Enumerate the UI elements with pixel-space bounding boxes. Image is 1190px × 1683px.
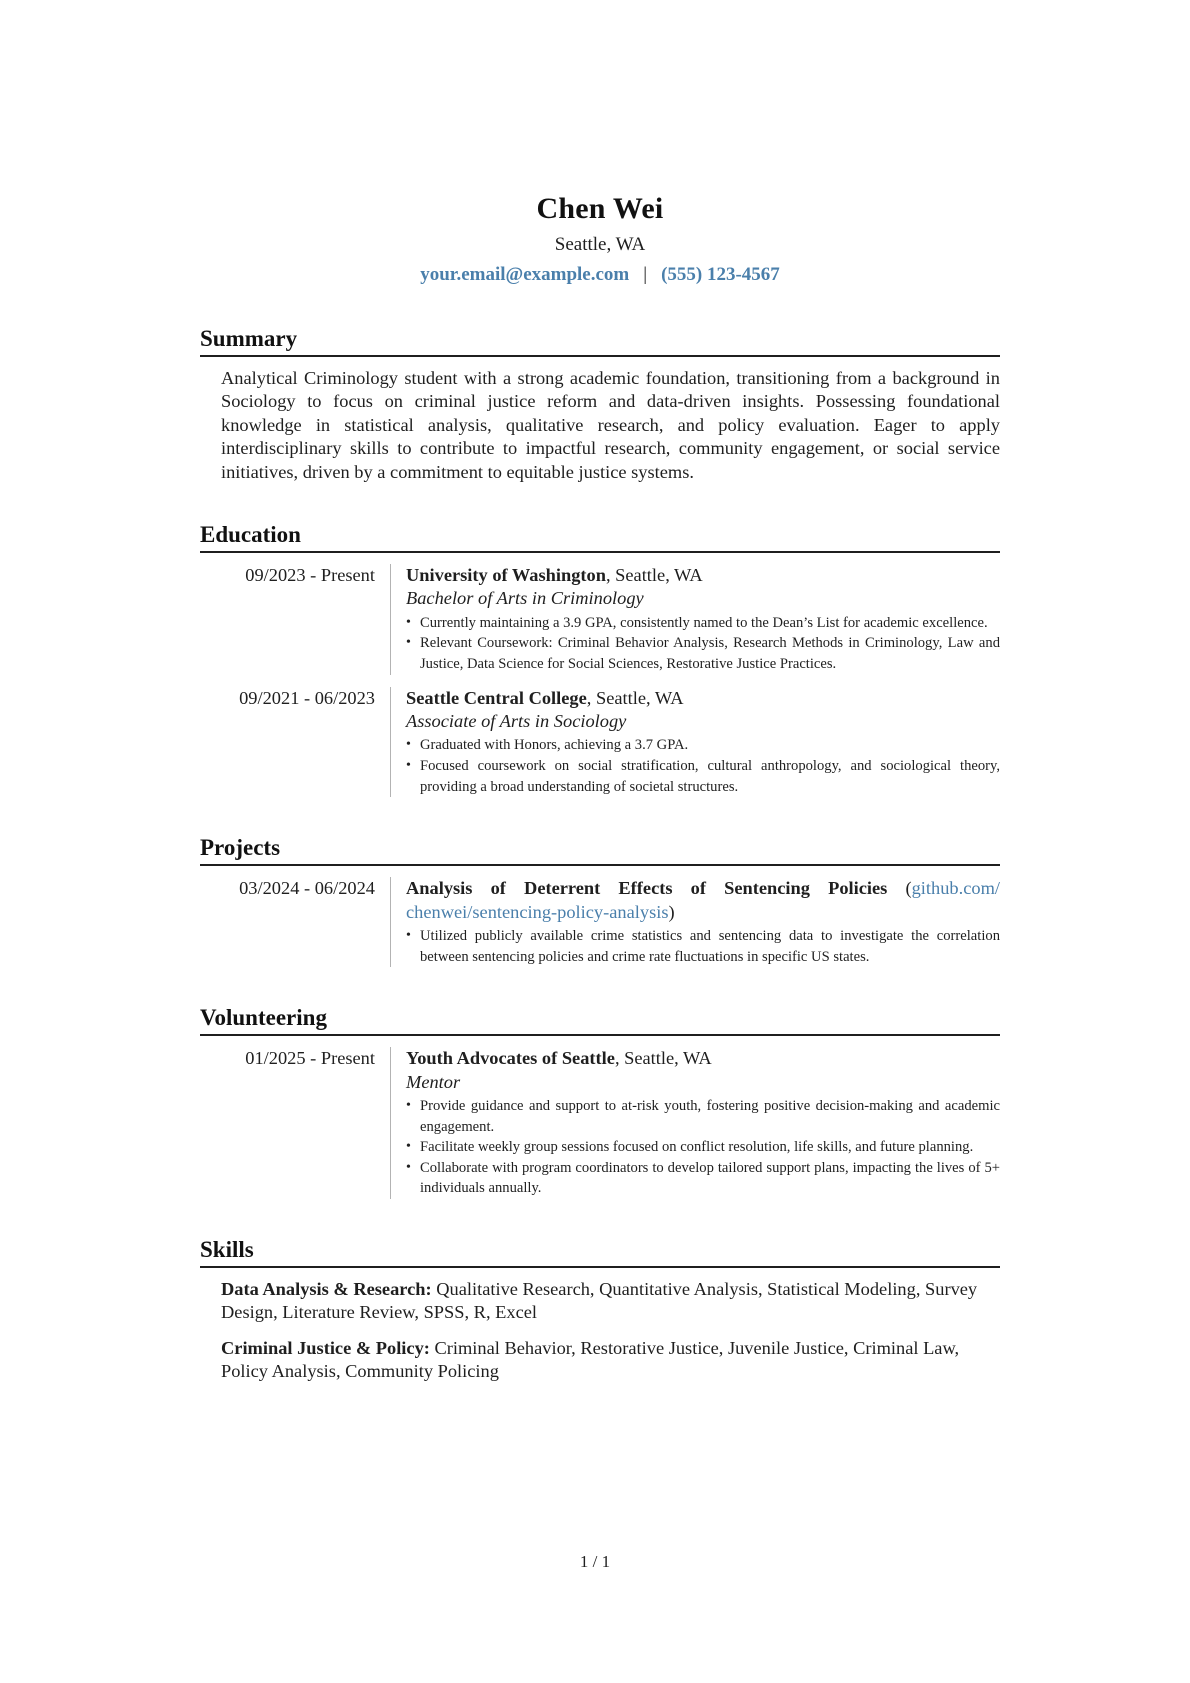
bullet-list bbox=[406, 613, 1000, 675]
candidate-location: Seattle, WA bbox=[554, 234, 646, 255]
skill-row bbox=[221, 1337, 1000, 1384]
contact-separator: | bbox=[643, 264, 648, 285]
bullet-item: • Collaborate with program coordinators to develop tailored support plans, impacting the lives of 5+ individuals annually. bbox=[406, 1158, 1000, 1199]
organization-location: , Seattle, WA bbox=[614, 1048, 712, 1069]
summary-heading: Summary bbox=[200, 324, 1000, 357]
project-entry bbox=[200, 877, 1000, 967]
candidate-name: Chen Wei bbox=[536, 192, 664, 225]
skill-row bbox=[221, 1278, 1000, 1325]
bullet-list bbox=[406, 1096, 1000, 1199]
entry-title bbox=[406, 687, 1000, 710]
entry-date: 09/2021 - 06/2023 bbox=[200, 687, 391, 798]
entry-body bbox=[391, 1047, 1000, 1199]
phone-link[interactable]: (555) 123-4567 bbox=[661, 264, 780, 285]
skill-values: Criminal Behavior, Restorative Justice, Juvenile Justice, Criminal Law, Policy Analysis, Community Policing bbox=[221, 1337, 960, 1382]
bullet-item: • Relevant Coursework: Criminal Behavior Analysis, Research Methods in Criminology, Law and Justice, Data Science for Social Sciences, Restorative Justice Practices. bbox=[406, 633, 1000, 674]
bullet-item: • Focused coursework on social stratification, cultural anthropology, and sociological theory, providing a broad understanding of societal structures. bbox=[406, 756, 1000, 797]
bullet-item: • Utilized publicly available crime statistics and sentencing data to investigate the correlation between sentencing policies and crime rate fluctuations in specific US states. bbox=[406, 926, 1000, 967]
institution-location: , Seattle, WA bbox=[586, 687, 684, 708]
bullet-list bbox=[406, 926, 1000, 967]
education-entry bbox=[200, 687, 1000, 798]
project-name: Analysis of Deterrent Effects of Sentencing Policies bbox=[406, 878, 888, 899]
volunteering-section bbox=[200, 1003, 1000, 1199]
link-close-paren: ) bbox=[668, 901, 675, 922]
bullet-item: • Provide guidance and support to at-risk youth, fostering positive decision-making and academic engagement. bbox=[406, 1096, 1000, 1137]
role-name: Mentor bbox=[406, 1071, 461, 1092]
institution-location: , Seattle, WA bbox=[605, 565, 703, 586]
entry-body bbox=[391, 877, 1000, 967]
institution-name: University of Washington bbox=[406, 565, 606, 586]
entry-title bbox=[406, 877, 1000, 924]
email-link[interactable]: your.email@example.com bbox=[420, 264, 630, 285]
bullet-item: • Currently maintaining a 3.9 GPA, consistently named to the Dean’s List for academic excellence. bbox=[406, 613, 1000, 634]
institution-name: Seattle Central College bbox=[406, 687, 587, 708]
entry-title bbox=[406, 1047, 1000, 1070]
skills-section bbox=[200, 1235, 1000, 1384]
skill-category: Data Analysis & Research: bbox=[221, 1279, 432, 1299]
resume-header bbox=[200, 190, 1000, 288]
projects-section bbox=[200, 833, 1000, 967]
skill-values: Qualitative Research, Quantitative Analysis, Statistical Modeling, Survey Design, Literature Review, SPSS, R, Excel bbox=[221, 1279, 978, 1323]
entry-date: 03/2024 - 06/2024 bbox=[200, 877, 391, 967]
contact-line bbox=[200, 262, 1000, 288]
entry-date: 01/2025 - Present bbox=[200, 1047, 391, 1199]
entry-body bbox=[391, 564, 1000, 675]
volunteering-heading: Volunteering bbox=[200, 1003, 1000, 1036]
bullet-item: • Facilitate weekly group sessions focused on conflict resolution, life skills, and future planning. bbox=[406, 1137, 1000, 1158]
skills-heading: Skills bbox=[200, 1235, 1000, 1268]
summary-text: Analytical Criminology student with a strong academic foundation, transitioning from a background in Sociology to focus on criminal justice reform and data-driven insights. Possessing foundational knowledge in statistical analysis, qualitative research, and policy evaluation. Eager to apply interdisciplinary skills to contribute to impactful research, community engagement, or social service initiatives, driven by a commitment to equitable justice systems. bbox=[221, 368, 1000, 482]
bullet-list bbox=[406, 735, 1000, 797]
link-open-paren: ( bbox=[887, 878, 912, 899]
degree-name: Bachelor of Arts in Criminology bbox=[406, 588, 644, 609]
education-heading: Education bbox=[200, 520, 1000, 553]
entry-title bbox=[406, 564, 1000, 587]
education-section bbox=[200, 520, 1000, 797]
entry-body bbox=[391, 687, 1000, 798]
projects-heading: Projects bbox=[200, 833, 1000, 866]
project-repo-link[interactable]: github.com/ chenwei/sentencing-policy-analysis bbox=[406, 878, 1000, 922]
volunteering-entry bbox=[200, 1047, 1000, 1199]
skills-list bbox=[221, 1278, 1000, 1384]
organization-name: Youth Advocates of Seattle bbox=[406, 1048, 615, 1069]
education-entry bbox=[200, 564, 1000, 675]
summary-section bbox=[200, 324, 1000, 484]
degree-name: Associate of Arts in Sociology bbox=[406, 711, 627, 732]
entry-date: 09/2023 - Present bbox=[200, 564, 391, 675]
resume-page bbox=[200, 190, 1000, 1396]
skill-category: Criminal Justice & Policy: bbox=[221, 1337, 430, 1358]
bullet-item: • Graduated with Honors, achieving a 3.7 GPA. bbox=[406, 735, 1000, 756]
page-number: 1 / 1 bbox=[579, 1552, 611, 1571]
